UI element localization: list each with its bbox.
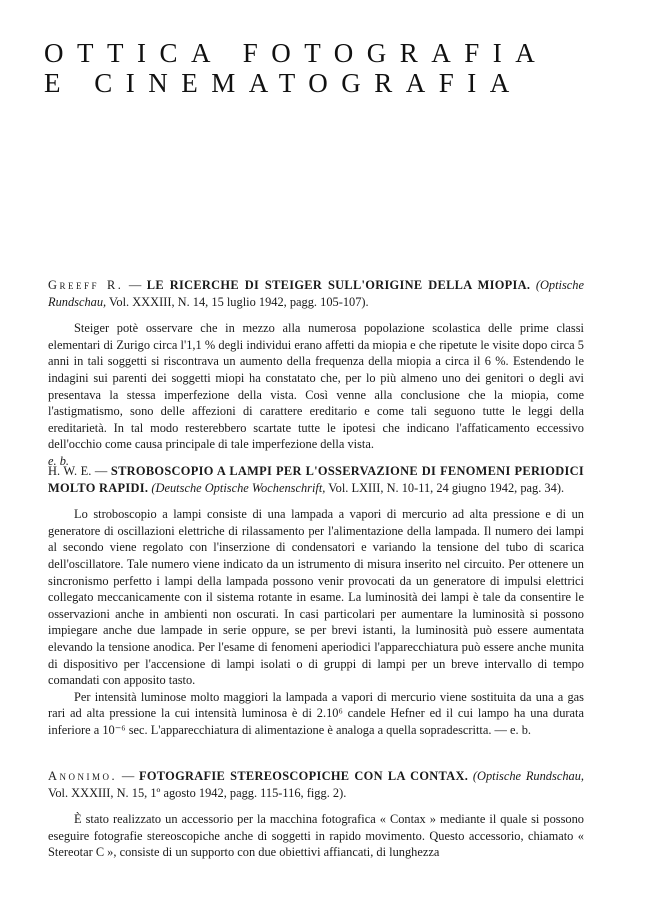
article-heading [48,768,584,801]
source-journal: (Optische Rundschau, [48,278,584,309]
article-title: FOTOGRAFIE STEREOSCOPICHE CON LA CONTAX. [139,769,469,783]
article-title: STROBOSCOPIO A LAMPI PER L'OSSERVAZIONE DI FENOMENI PERIODICI MOLTO RAPIDI. [48,464,584,495]
article-heading [48,463,584,496]
header-line-1: OTTICA FOTOGRAFIA [44,38,549,68]
article-author: H. W. E. [48,464,92,478]
article-steiger [48,277,584,470]
article-paragraph: Per intensità luminose molto maggiori la lampada a vapori di mercurio viene sostituita da una a gas rari ad alta pressione la cui intensità luminosa è di 2.10⁶ candele Hefner ed il cui lampo ha una durata inferiore a 10⁻⁶ sec. L'apparecchiatura di alimentazione è analoga a quella sopradescritta. — e. b. [48,689,584,737]
article-author: Greeff R. [48,278,124,292]
article-paragraph: Steiger potè osservare che in mezzo alla numerosa popolazione scolastica delle prime classi elementari di Zurigo circa l'1,1 % degli individui erano affetti da miopia e che ripetute le visite dopo circa 5 anni in tali soggetti si riscontrava un aumento della frequenza della miopia a circa il 6 %. Estendendo le indagini sui parenti dei soggetti miopi ha constatato che, per lo più almeno uno dei genitori o degli avi presentava la stessa imperfezione della vista. Così venne alla conclusione che la miopia, come l'astigmatismo, sono delle affezioni di carattere ereditario e come tali seguono tutte le leggi della ereditarietà. In tal modo resterebbero scartate tutte le ipotesi che indicano l'affaticamento eccessivo dell'occhio come causa principale di tale imperfezione della vista. [48,321,584,452]
source-journal: (Deutsche Optische Wochenschrift, [151,480,326,495]
source-details: Vol. LXIII, N. 10-11, 24 giugno 1942, pag. 34). [325,480,565,495]
article-paragraph: Lo stroboscopio a lampi consiste di una lampada a vapori di mercurio ad alta pressione e di un generatore di oscillazioni elettriche di rilassamento per l'alimentazione della lampada. Il numero dei lampi al secondo viene regolato con l'inserzione di condensatori e variando la tensione del tubo di scarica dell'oscillatore. Tale numero viene indicato da un istrumento di misura inserito nel circuito. Per ottenere un sincronismo perfetto i lampi della lampada possono venir provocati da un generatore di impulsi elettrici collegato meccanicamente con il sistema rotante in esame. La luminosità dei lampi è tale da consentire le osservazioni anche in ambienti non oscurati. In casi particolari per aumentare la luminosità si possono impiegare anche due lampade in serie oppure, se per brevi istanti, la luminosità può essere aumentata elevando la tensione anodica. Per l'esame di fenomeni aperiodici l'apparecchiatura può essere anche munita di dispositivo per l'accensione di lampi isolati o di gruppi di lampi per un breve intervallo di tempo comandati con apposito tasto. [48,507,584,688]
source-journal: (Optische Rundschau, [472,769,584,783]
source-details: Vol. XXXIII, N. 15, 1º agosto 1942, pagg. 115-116, figg. 2). [48,785,347,800]
source-details: Vol. XXXIII, N. 14, 15 luglio 1942, pagg. 105-107). [106,294,369,309]
section-header [44,38,584,98]
heading-separator: — [91,464,111,478]
heading-separator: — [117,769,139,783]
heading-separator: — [123,278,147,292]
header-line-2: E CINEMATOGRAFIA [44,68,523,98]
article-signature: e. b. [48,453,69,468]
article-contax [48,768,584,861]
article-paragraph: È stato realizzato un accessorio per la macchina fotografica « Contax » mediante il quale si possono eseguire fotografie stereoscopiche anche di soggetti in rapido movimento. Questo accessorio, chiamato « Stereotar C », consiste di un supporto con due obiettivi affiancati, di lunghezza [48,812,584,860]
article-stroboscopio [48,463,584,739]
article-author: Anonimo. [48,769,118,783]
article-title: LE RICERCHE DI STEIGER SULL'ORIGINE DELLA MIOPIA. [146,278,531,292]
article-heading [48,277,584,310]
